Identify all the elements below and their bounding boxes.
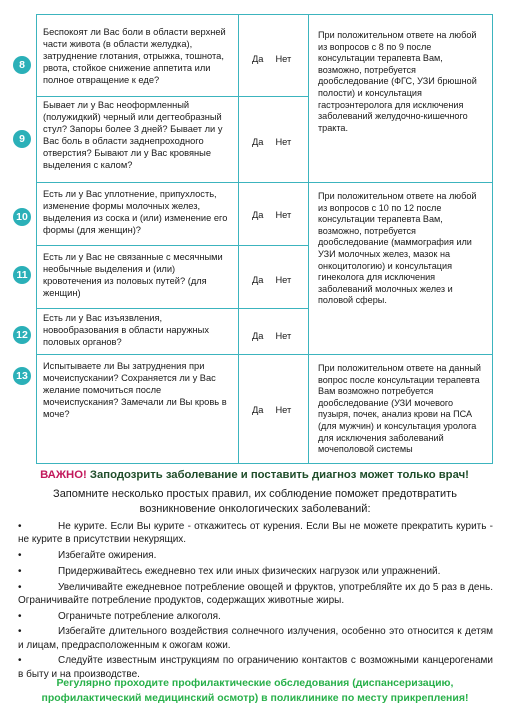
answer-no[interactable]: Нет [275, 331, 292, 341]
answer-yes[interactable]: Да [252, 275, 264, 285]
answer-no[interactable]: Нет [275, 54, 292, 64]
answer-options [252, 405, 307, 415]
list-item [18, 549, 493, 562]
rule-text: Придерживайтесь ежедневно тех или иных физических нагрузок или упражнений. [58, 565, 441, 577]
list-item [18, 565, 493, 578]
column-divider [308, 14, 309, 464]
question-number-badge: 13 [13, 367, 31, 385]
answer-options [252, 331, 307, 341]
question-text: Беспокоят ли Вас боли в области верхней части живота (в области желудка), затруднение глотания, отрыжка, тошнота, рвота, стойкое снижение аппетита или полное отвращение к еде? [43, 27, 226, 85]
rule-text: Ограничьте потребление алкоголя. [58, 610, 221, 622]
important-label: ВАЖНО! [40, 469, 87, 481]
list-item [18, 520, 493, 546]
question-text: Бывает ли у Вас неоформленный (полужидкий) черный или дегтеобразный стул? Запоры более 3 дней? Бывает ли у Вас боль в области заднепроходного отверстия? Бывают ли у Вас кровяные выделения с калом? [43, 100, 223, 170]
rule-text: Не курите. Если Вы курите - откажитесь от курения. Если Вы не можете прекратить курить - не курите в присутствии некурящих. [18, 521, 493, 546]
column-divider [238, 14, 239, 464]
table-border-top [36, 14, 493, 15]
bullet: • [18, 626, 22, 638]
prevention-rules-list [18, 520, 493, 683]
answer-yes[interactable]: Да [252, 210, 264, 220]
row-divider [36, 308, 308, 309]
table-border-bottom [36, 463, 493, 464]
bullet: • [18, 655, 22, 667]
answer-no[interactable]: Нет [275, 275, 292, 285]
answer-options [252, 210, 307, 220]
answer-yes[interactable]: Да [252, 405, 264, 415]
prevention-intro: Запомните несколько простых правил, их соблюдение поможет предотвратить возникновение онкологических заболеваний: [53, 488, 457, 515]
answer-no[interactable]: Нет [275, 405, 292, 415]
answer-no[interactable]: Нет [275, 210, 292, 220]
question-text: Есть ли у Вас уплотнение, припухлость, изменение формы молочных желез, выделения из соска и (или) изменение его формы (для женщин)? [43, 189, 228, 235]
answer-options [252, 54, 307, 64]
important-warning [0, 469, 509, 481]
recommendation-note: При положительном ответе на любой из вопросов с 8 по 9 после консультации терапевта Вам, возможно, потребуется дообследование (ФГС, УЗИ брюшной полости) и консультация гастроэнтеролога для исключения заболеваний желудочно-кишечного тракта. [318, 30, 477, 133]
bullet: • [18, 550, 22, 561]
answer-options [252, 275, 307, 285]
answer-yes[interactable]: Да [252, 54, 264, 64]
rule-text: Избегайте ожирения. [58, 550, 157, 561]
answer-options [252, 137, 307, 147]
list-item [18, 610, 493, 623]
question-text: Испытываете ли Вы затруднения при мочеиспускании? Сохраняется ли у Вас желание помочиться после мочеиспускания? Замечали ли Вы кровь в моче? [43, 361, 227, 419]
recommendation-note: При положительном ответе на данный вопрос после консультации терапевта Вам возможно потребуется дообследование (УЗИ мочевого пузыря, почек, анализ крови на ПСА (для мужчин) и консультация уролога для исключения заболеваний мочеполовой системы [318, 363, 482, 455]
question-text: Есть ли у Вас не связанные с месячными необычные выделения и (или) кровотечения из половых путей? (для женщин) [43, 252, 223, 298]
question-number-badge: 9 [13, 130, 31, 148]
rule-text: Увеличивайте ежедневное потребление овощей и фруктов, употребляйте их до 5 раз в день. Ограничивайте потребление продуктов, содержащих животные жиры. [18, 581, 493, 606]
group-divider [36, 182, 493, 183]
bullet: • [18, 521, 22, 532]
list-item [18, 625, 493, 651]
answer-no[interactable]: Нет [275, 137, 292, 147]
question-number-badge: 10 [13, 208, 31, 226]
important-text: Заподозрить заболевание и поставить диагноз может только врач! [86, 469, 469, 481]
question-number-badge: 12 [13, 326, 31, 344]
row-divider [36, 96, 308, 97]
question-number-badge: 11 [13, 266, 31, 284]
bullet: • [18, 565, 22, 577]
question-text: Есть ли у Вас изъязвления, новообразования в области наружных половых органов? [43, 313, 210, 347]
table-border-left [36, 14, 37, 464]
footer-call-to-action: Регулярно проходите профилактические обследования (диспансеризацию, профилактический медицинский осмотр) в поликлинике по месту прикрепления! [41, 677, 469, 704]
list-item [18, 581, 493, 607]
bullet: • [18, 581, 22, 593]
table-border-right [492, 14, 493, 464]
rule-text: Избегайте длительного воздействия солнечного излучения, особенно это относится к детям и лицам, предрасположенным к ожогам кожи. [18, 626, 493, 651]
answer-yes[interactable]: Да [252, 331, 264, 341]
question-number-badge: 8 [13, 56, 31, 74]
recommendation-note: При положительном ответе на любой из вопросов с 10 по 12 после консультации терапевта Вам, возможно, потребуется дообследование (маммография или УЗИ молочных желез, мазок на онкоцитологию) и консультация гинеколога для исключения заболеваний молочных желез и половой сферы. [318, 191, 477, 306]
rule-text: Следуйте известным инструкциям по ограничению контактов с возможными канцерогенами в быту и на производстве. [18, 655, 493, 680]
answer-yes[interactable]: Да [252, 137, 264, 147]
bullet: • [18, 610, 22, 622]
row-divider [36, 245, 308, 246]
group-divider [36, 354, 493, 355]
